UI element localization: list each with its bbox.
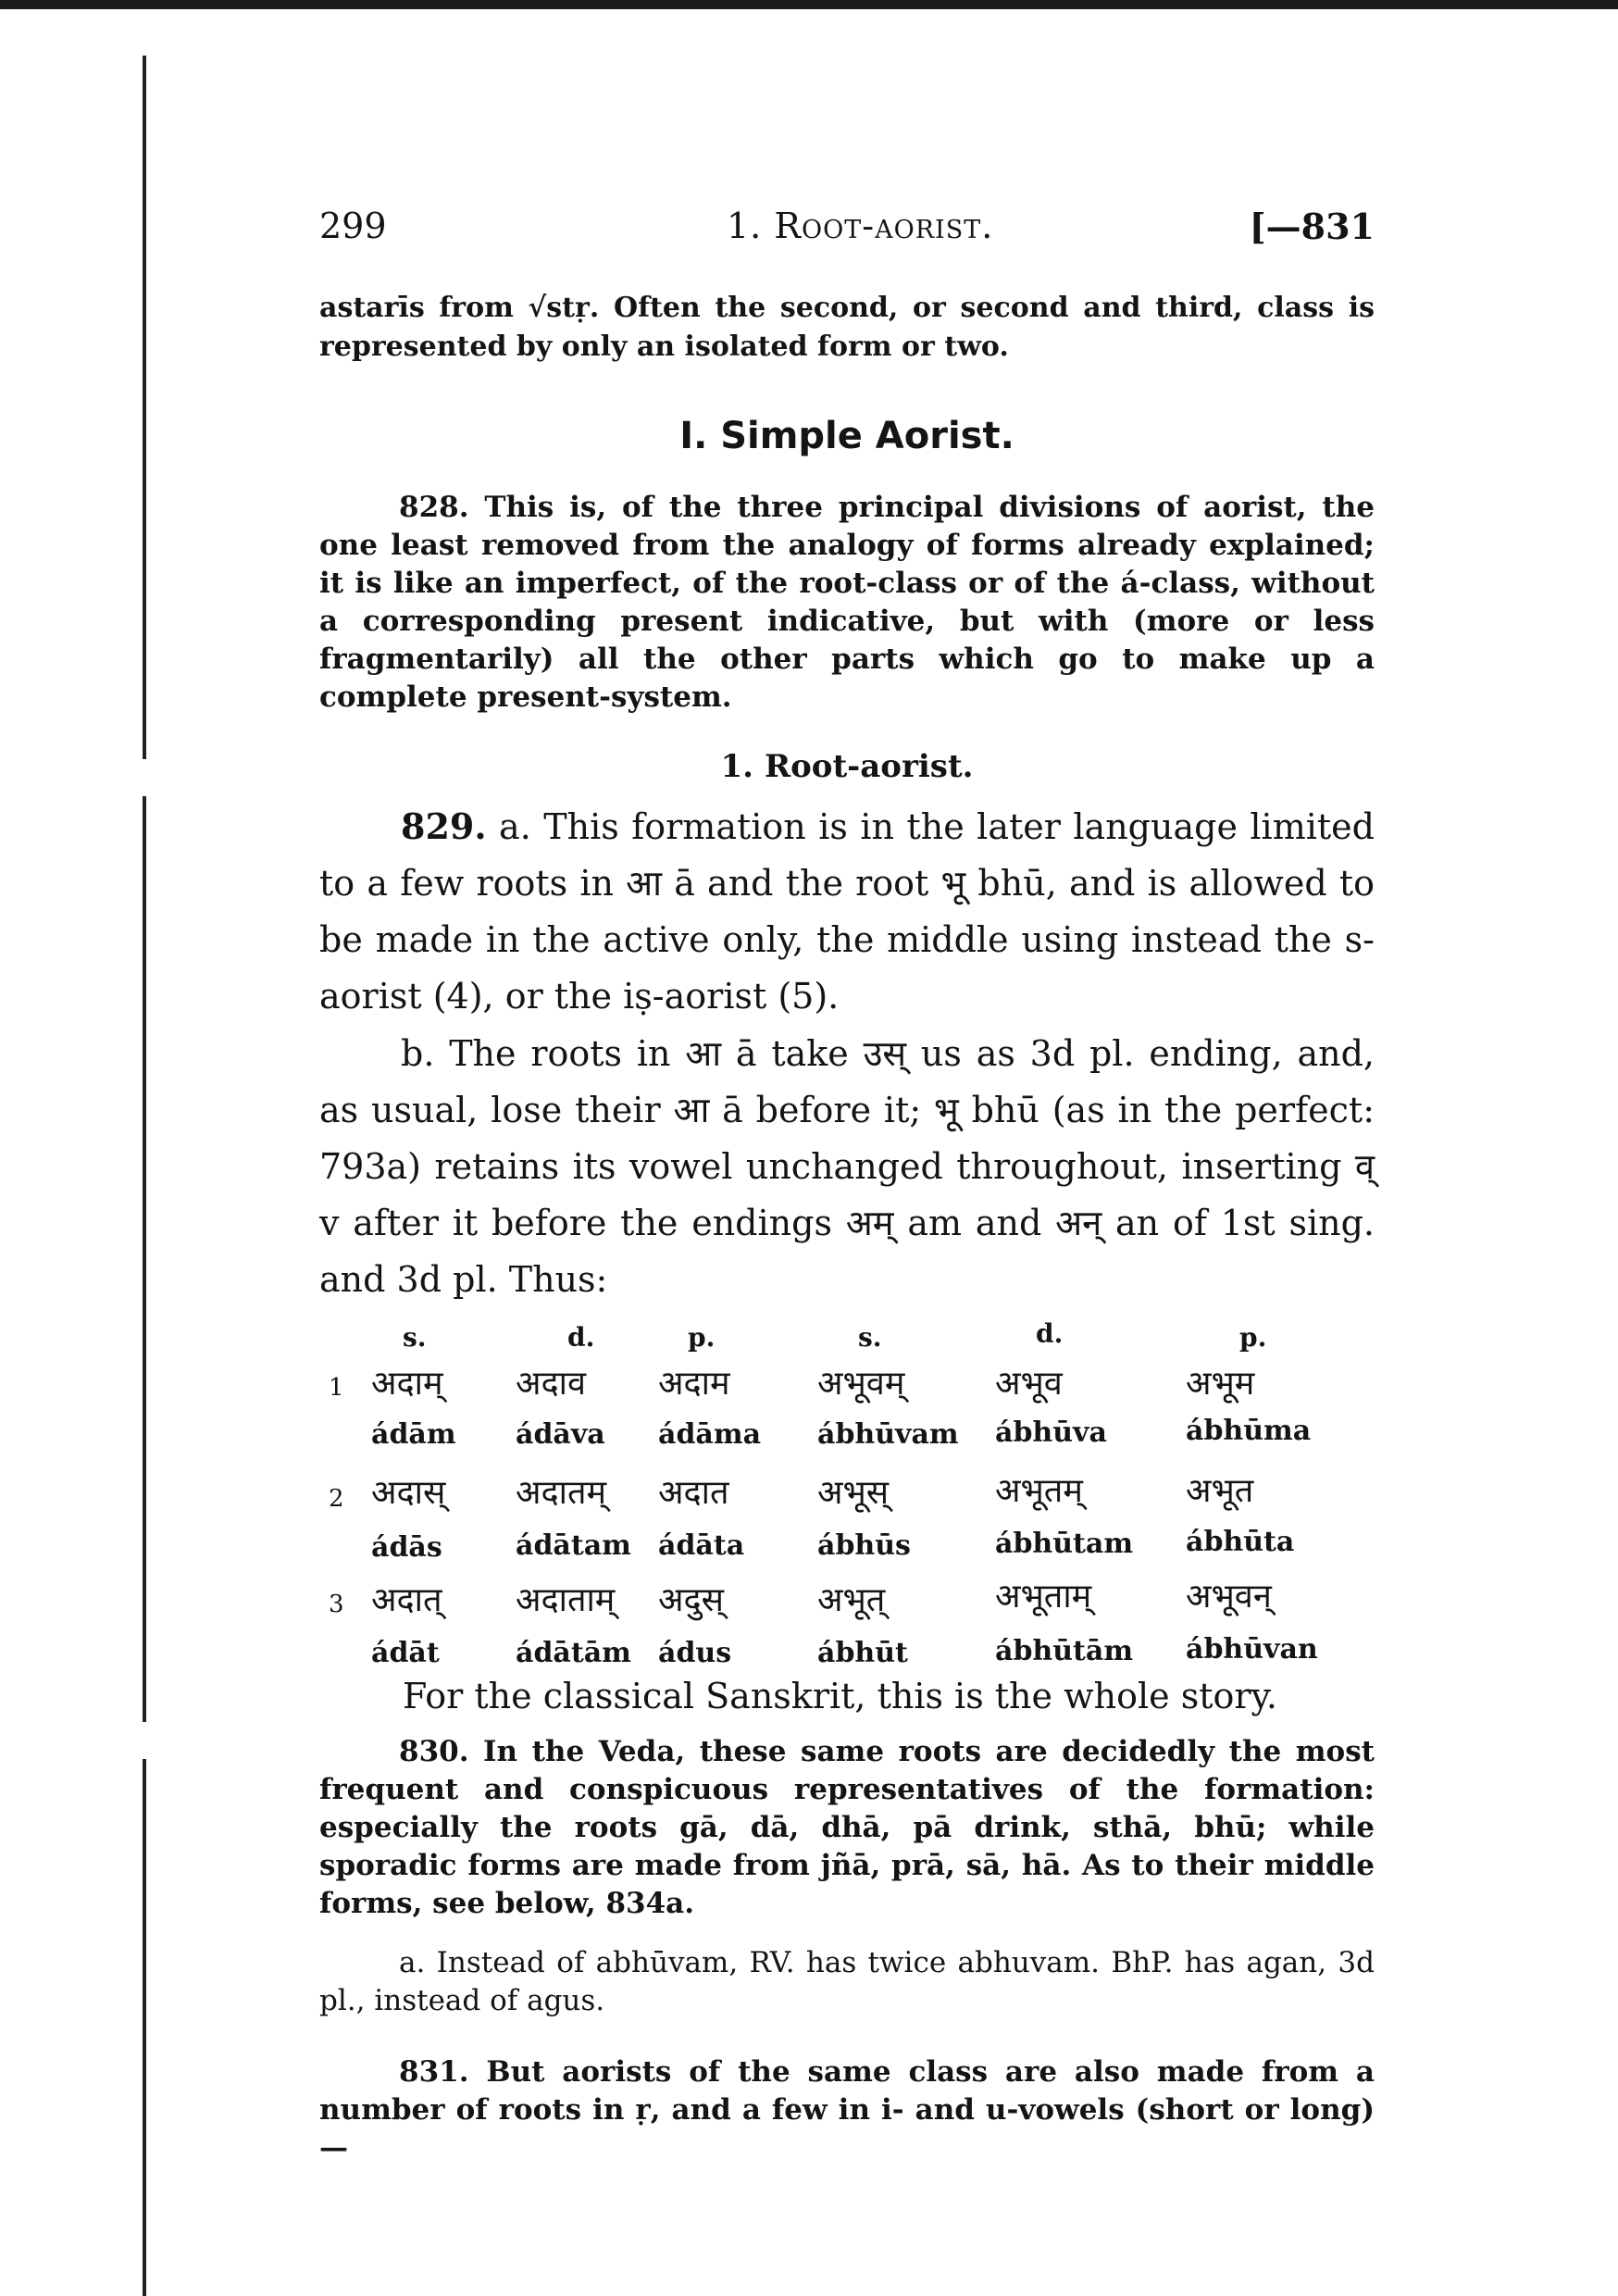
devanagari-form: अभूव xyxy=(995,1365,1063,1403)
devanagari-form: अभूस् xyxy=(817,1474,890,1512)
column-header: d. xyxy=(567,1322,595,1353)
transliteration: ádāma xyxy=(658,1418,762,1451)
paragraph-text: This is, of the three principal divisions of aorist, the one least removed from the analogy of forms already explained; it is like an imperfect, of the root-class or of the á-class, without a corresponding present indicative, but with (more or less fragmentarily) all the other parts which go to make up a complete present-system. xyxy=(319,491,1375,714)
transliteration: ábhūt xyxy=(817,1637,908,1669)
transliteration: ábhūtam xyxy=(995,1528,1134,1560)
devanagari-form: अदाताम् xyxy=(516,1581,616,1619)
row-number: 1 xyxy=(329,1374,344,1402)
transliteration: ádāt xyxy=(371,1637,440,1669)
paradigm-table xyxy=(319,1313,1393,1674)
paragraph-text: But aorists of the same class are also made from a number of roots in ṛ, and a few in i- and u-vowels (short or long) — xyxy=(319,2055,1375,2165)
paragraph-number: 830. xyxy=(399,1735,469,1768)
paragraph-828 xyxy=(319,489,1375,717)
paragraph-831 xyxy=(319,2053,1375,2167)
transliteration: ádās xyxy=(371,1531,442,1564)
paragraph-number: 831. xyxy=(399,2055,469,2089)
transliteration: ábhūs xyxy=(817,1529,911,1562)
column-header: p. xyxy=(1239,1322,1267,1353)
paragraph-829b: b. The roots in आ ā take उस् us as 3d pl. ending, and, as usual, lose their आ ā before it; भू bhū (as in the perfect: 793a) retains its vowel unchanged throughout, inserting व् v after it before the endings अम् am and अन् an of 1st sing. and 3d pl. Thus: xyxy=(319,1033,1375,1300)
heading-root-aorist: 1. Root-aorist. xyxy=(720,748,974,785)
transliteration: ádus xyxy=(658,1637,732,1669)
transliteration: ábhūma xyxy=(1186,1415,1312,1447)
devanagari-form: अदातम् xyxy=(516,1474,606,1512)
devanagari-form: अदात xyxy=(658,1474,729,1512)
column-header: s. xyxy=(403,1322,427,1353)
devanagari-form: अभूत् xyxy=(817,1581,886,1619)
transliteration: ábhūta xyxy=(1186,1526,1295,1558)
transliteration: ádātām xyxy=(516,1637,631,1669)
paragraph-text: a. This formation is in the later language limited to a few roots in आ ā and the root भू bhū, and is allowed to be made in the active only, the middle using instead the s-aorist (4), or the iṣ-aorist (5). xyxy=(319,806,1375,1017)
devanagari-form: अभूवम् xyxy=(817,1365,905,1403)
devanagari-form: अदात् xyxy=(371,1581,442,1619)
transliteration: ábhūvam xyxy=(817,1418,959,1451)
page-number: 299 xyxy=(319,206,387,246)
transliteration: ábhūtām xyxy=(995,1635,1134,1667)
devanagari-form: अदास् xyxy=(371,1474,446,1512)
column-header: s. xyxy=(858,1322,882,1353)
row-number: 2 xyxy=(329,1485,344,1513)
devanagari-form: अदाम xyxy=(658,1365,730,1403)
transliteration: ábhūva xyxy=(995,1416,1107,1449)
devanagari-form: अभूवन् xyxy=(1186,1578,1272,1616)
intro-text: astarīs from √stṛ. Often the second, or second and third, class is represented by only an isolated form or two. xyxy=(319,292,1375,363)
column-header: p. xyxy=(688,1322,716,1353)
scan-margin-line xyxy=(143,796,146,1722)
transliteration: ádām xyxy=(371,1418,456,1451)
scan-margin-line xyxy=(143,56,146,759)
transliteration: ábhūvan xyxy=(1186,1633,1318,1666)
paragraph-829a xyxy=(319,798,1375,1025)
devanagari-form: अदाम् xyxy=(371,1365,443,1403)
row-number: 3 xyxy=(329,1591,344,1618)
closing-sentence: For the classical Sanskrit, this is the whole story. xyxy=(403,1676,1278,1716)
devanagari-form: अभूताम् xyxy=(995,1578,1092,1616)
section-reference: [—831 xyxy=(1249,206,1375,247)
scan-margin-line xyxy=(143,1759,146,2296)
transliteration: ádāta xyxy=(658,1529,745,1562)
transliteration: ádātam xyxy=(516,1529,631,1562)
devanagari-form: अभूम xyxy=(1186,1365,1255,1403)
paragraph-830 xyxy=(319,1733,1375,1923)
devanagari-form: अभूतम् xyxy=(995,1472,1083,1510)
paragraph-number: 829. xyxy=(401,805,487,847)
devanagari-form: अभूत xyxy=(1186,1472,1254,1510)
heading-simple-aorist: I. Simple Aorist. xyxy=(679,415,1014,457)
devanagari-form: अदुस् xyxy=(658,1581,724,1619)
scan-top-edge xyxy=(0,0,1618,9)
transliteration: ádāva xyxy=(516,1418,605,1451)
paragraph-number: 828. xyxy=(399,491,469,524)
column-header: d. xyxy=(1036,1318,1064,1349)
devanagari-form: अदाव xyxy=(516,1365,586,1403)
paragraph-text: In the Veda, these same roots are decidedly the most frequent and conspicuous representatives of the formation: especially the roots gā, dā, dhā, pā drink, sthā, bhū; while sporadic forms are made from jñā, prā, sā, hā. As to their middle forms, see below, 834a. xyxy=(319,1735,1375,1920)
paragraph-830a: a. Instead of abhūvam, RV. has twice abhuvam. BhP. has agan, 3d pl., instead of agus. xyxy=(319,1946,1375,2017)
running-title: 1. Root-aorist. xyxy=(727,206,994,246)
page-header xyxy=(319,206,1375,250)
